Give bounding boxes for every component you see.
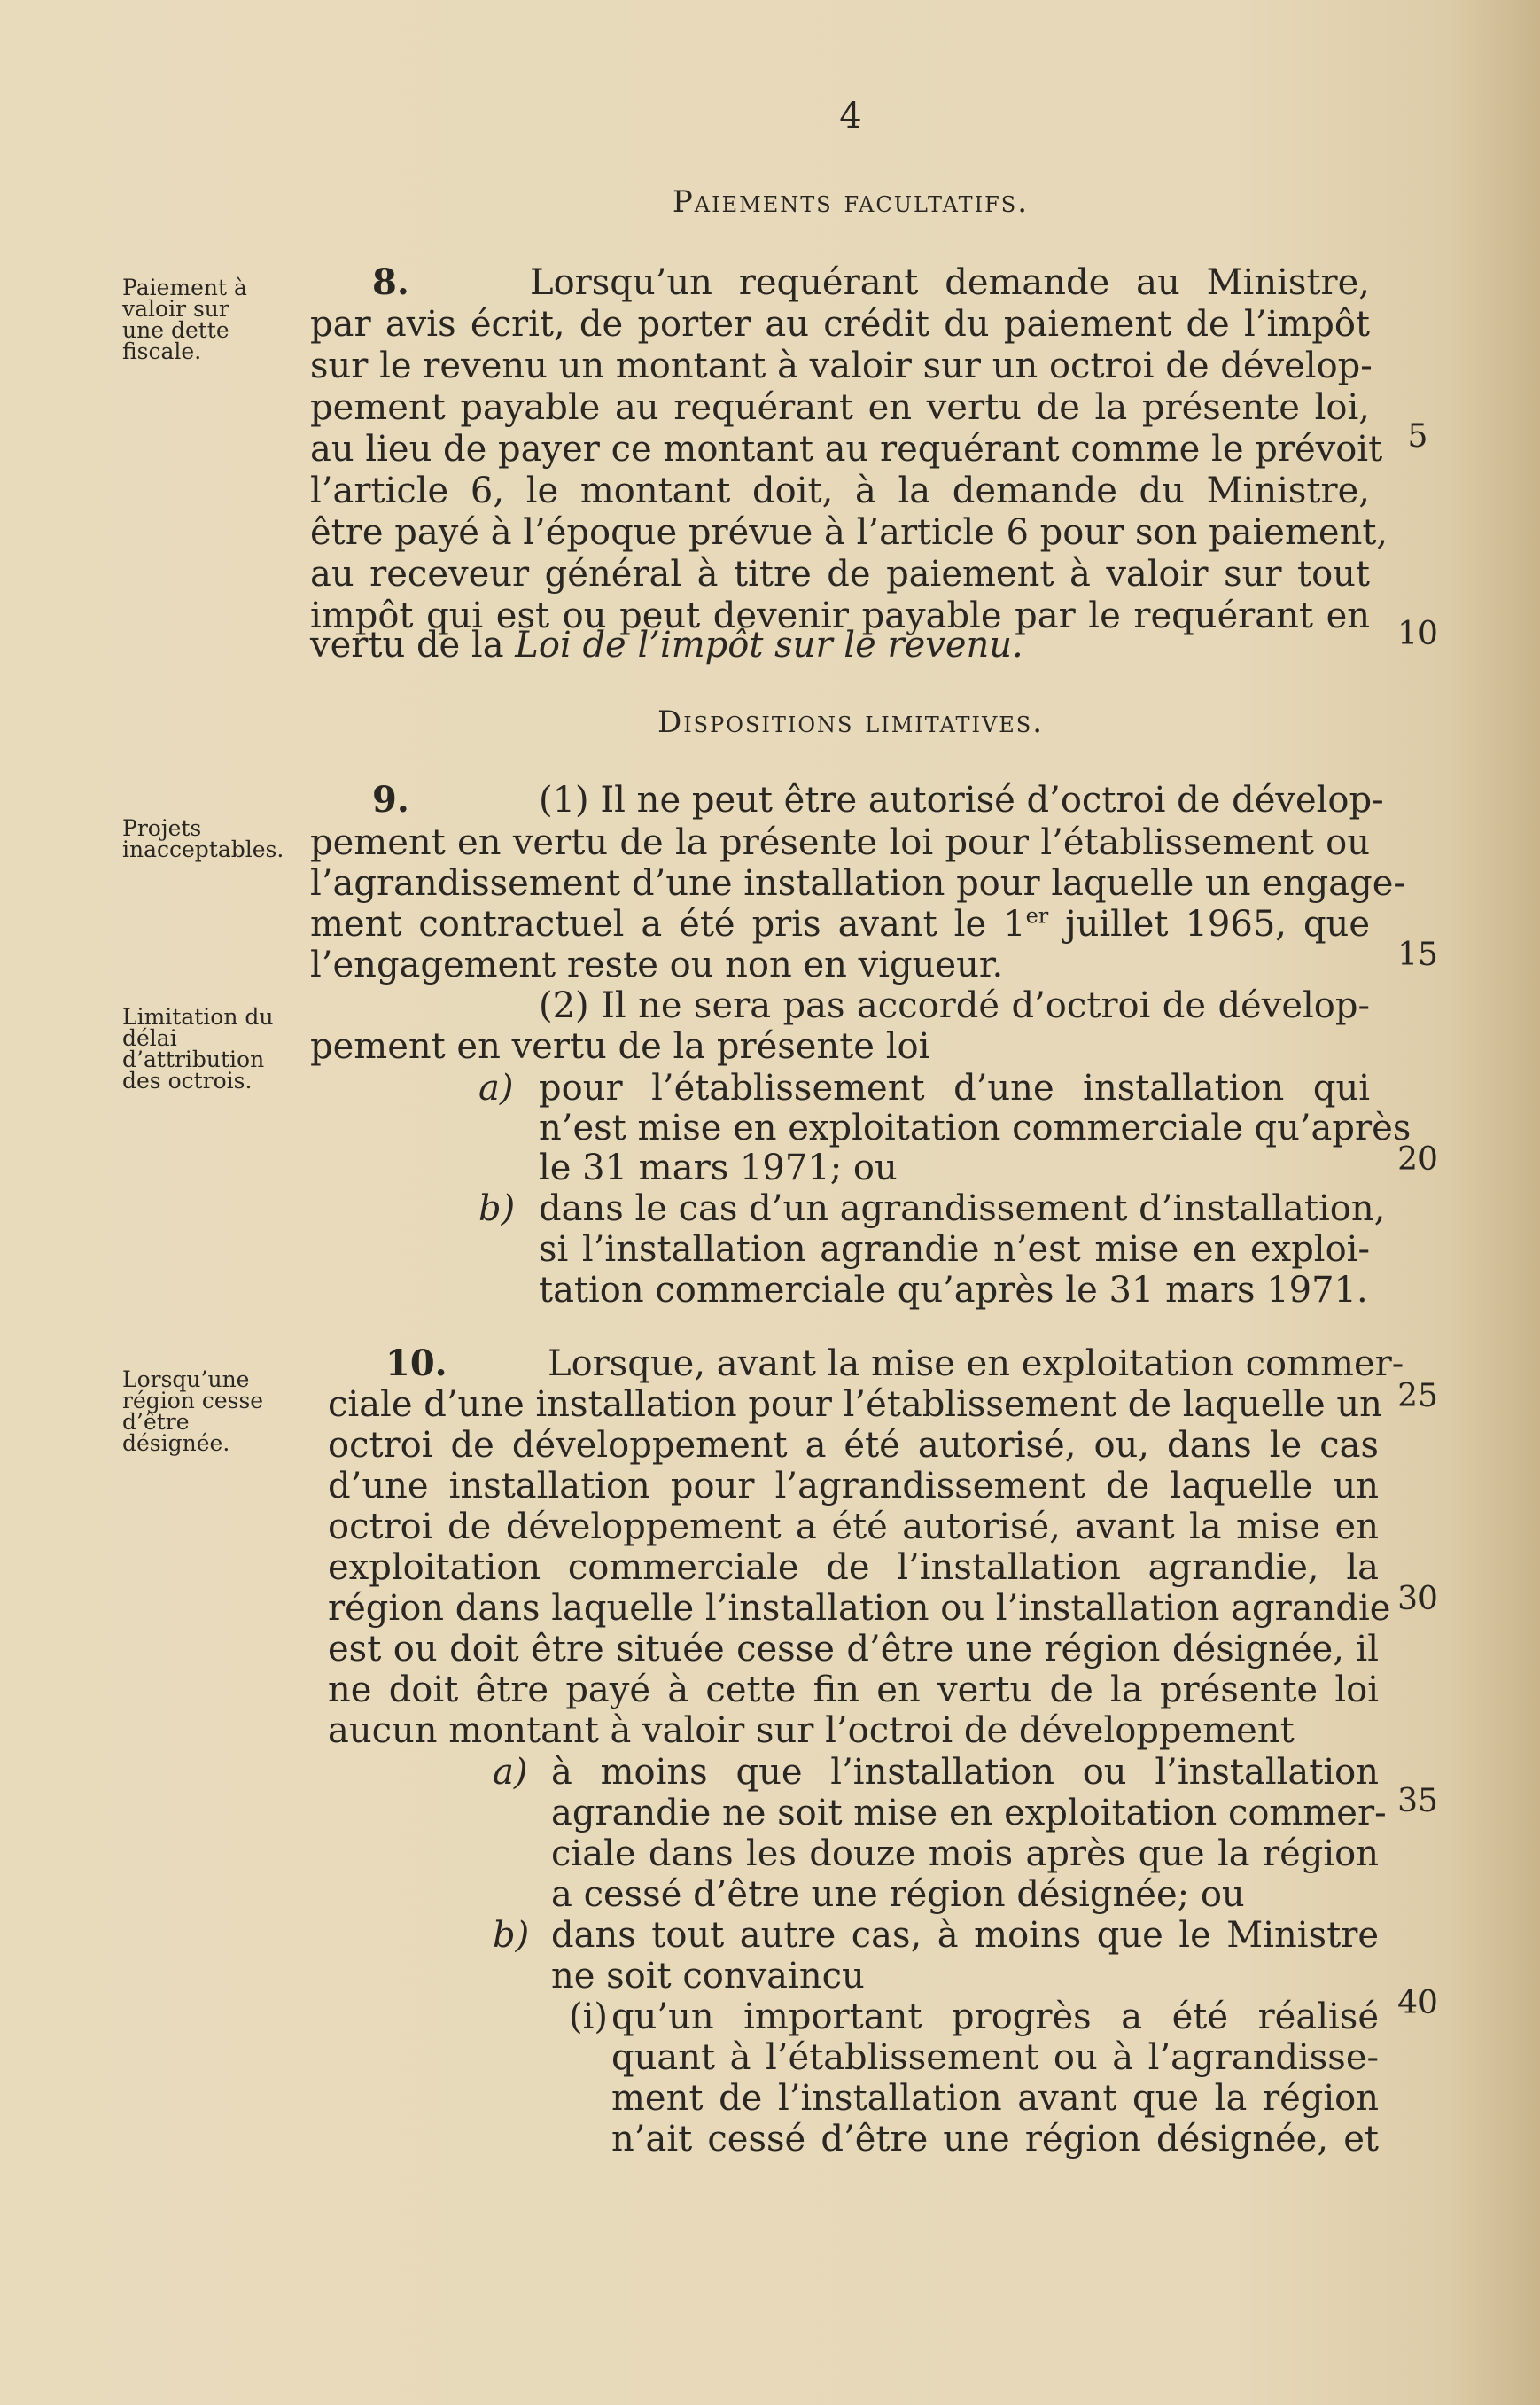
text-line: agrandie ne soit mise en exploitation commer-: [551, 1793, 1387, 1833]
text-line: exploitation commerciale de l’installation agrandie, la: [328, 1547, 1379, 1588]
text-line: vertu de la Loi de l’impôt sur le revenu.: [310, 625, 1023, 665]
section-number: 10.: [385, 1343, 447, 1384]
text-line: à moins que l’installation ou l’installation: [551, 1752, 1379, 1793]
line-number-5: 5: [1407, 418, 1428, 455]
side-note-sec8: Paiement à valoir sur une dette fiscale.: [122, 275, 247, 364]
text-line: l’agrandissement d’une installation pour laquelle un engage-: [310, 863, 1405, 904]
side-note-sec10: Lorsqu’une région cesse d’être désignée.: [122, 1366, 264, 1456]
text-line: ne soit convaincu: [551, 1956, 865, 1996]
text-line: sur le revenu un montant à valoir sur un octroi de dévelop-: [310, 346, 1373, 386]
text-line: quant à l’établissement ou à l’agrandisse-: [611, 2037, 1379, 2078]
text-line: l’engagement reste ou non en vigueur.: [310, 945, 1004, 985]
text-line: si l’installation agrandie n’est mise en exploi-: [539, 1229, 1370, 1270]
section-number: 8.: [372, 261, 409, 303]
page-number: 4: [839, 96, 862, 136]
text-line: ment de l’installation avant que la région: [611, 2078, 1379, 2119]
text-line: être payé à l’époque prévue à l’article 6 pour son paiement,: [310, 512, 1388, 553]
text-line: pement payable au requérant en vertu de la présente loi,: [310, 387, 1370, 428]
text-line: au receveur général à titre de paiement à valoir sur tout: [310, 554, 1370, 595]
line-number-30: 30: [1397, 1581, 1438, 1617]
text-line: n’ait cessé d’être une région désignée, et: [611, 2119, 1379, 2160]
line-number-10: 10: [1397, 616, 1438, 652]
text-line: impôt qui est ou peut devenir payable par le requérant en: [310, 595, 1370, 636]
text-line: d’une installation pour l’agrandissement de laquelle un: [328, 1466, 1379, 1506]
text-line: ciale d’une installation pour l’établissement de laquelle un: [328, 1384, 1382, 1425]
text-line: octroi de développement a été autorisé, ou, dans le cas: [328, 1425, 1379, 1466]
line-number-15: 15: [1397, 937, 1438, 973]
text-line: pour l’établissement d’une installation qui: [539, 1068, 1370, 1109]
heading-dispositions-limitatives: Dispositions limitatives.: [657, 704, 1045, 740]
text-line: a cessé d’être une région désignée; ou: [551, 1874, 1245, 1915]
text-line: pement en vertu de la présente loi: [310, 1026, 930, 1067]
text-line: dans le cas d’un agrandissement d’installation,: [539, 1188, 1386, 1229]
text-line: ne doit être payé à cette fin en vertu de la présente loi: [328, 1669, 1379, 1710]
text-line: (2) Il ne sera pas accordé d’octroi de dévelop-: [539, 985, 1370, 1026]
line-number-35: 35: [1397, 1783, 1438, 1819]
line-number-25: 25: [1397, 1378, 1438, 1414]
text-line: dans tout autre cas, à moins que le Ministre: [551, 1915, 1379, 1956]
text-line: par avis écrit, de porter au crédit du paiement de l’impôt: [310, 304, 1370, 345]
text-line: tation commerciale qu’après le 31 mars 1971.: [539, 1270, 1368, 1311]
section-number: 9.: [372, 779, 409, 821]
text-line: n’est mise en exploitation commerciale qu’après: [539, 1108, 1412, 1148]
text-line: (1) Il ne peut être autorisé d’octroi de dévelop-: [539, 780, 1384, 821]
text-line: pement en vertu de la présente loi pour l’établissement ou: [310, 822, 1370, 863]
side-note-sec9-2: Limitation du délai d’attribution des octrois.: [122, 1004, 274, 1094]
text-line: ciale dans les douze mois après que la région: [551, 1833, 1379, 1874]
item-label-b: b): [493, 1915, 530, 1956]
text-line: qu’un important progrès a été réalisé: [611, 1996, 1379, 2037]
text-line: l’article 6, le montant doit, à la demande du Ministre,: [310, 471, 1370, 511]
statute-title: Loi de l’impôt sur le revenu.: [515, 625, 1023, 665]
item-label-a: a): [478, 1068, 514, 1109]
text-line: au lieu de payer ce montant au requérant comme le prévoit: [310, 429, 1383, 470]
text-line: Lorsque, avant la mise en exploitation commer-: [548, 1343, 1404, 1384]
side-note-sec9-1: Projets inacceptables.: [122, 815, 284, 862]
line-number-40: 40: [1397, 1985, 1438, 2021]
text-line: Lorsqu’un requérant demande au Ministre,: [530, 262, 1370, 303]
item-label-i: (i): [569, 1996, 609, 2037]
text-line: région dans laquelle l’installation ou l’installation agrandie: [328, 1588, 1391, 1629]
heading-paiements-facultatifs: Paiements facultatifs.: [672, 184, 1030, 220]
text-line: aucun montant à valoir sur l’octroi de développement: [328, 1710, 1295, 1751]
text-line: ment contractuel a été pris avant le 1er juillet 1965, que: [310, 903, 1370, 945]
line-number-20: 20: [1397, 1141, 1438, 1178]
text-line: le 31 mars 1971; ou: [539, 1148, 898, 1188]
text-line: octroi de développement a été autorisé, avant la mise en: [328, 1506, 1379, 1547]
item-label-a: a): [493, 1752, 528, 1793]
item-label-b: b): [478, 1188, 516, 1229]
text-line: est ou doit être située cesse d’être une région désignée, il: [328, 1629, 1379, 1669]
